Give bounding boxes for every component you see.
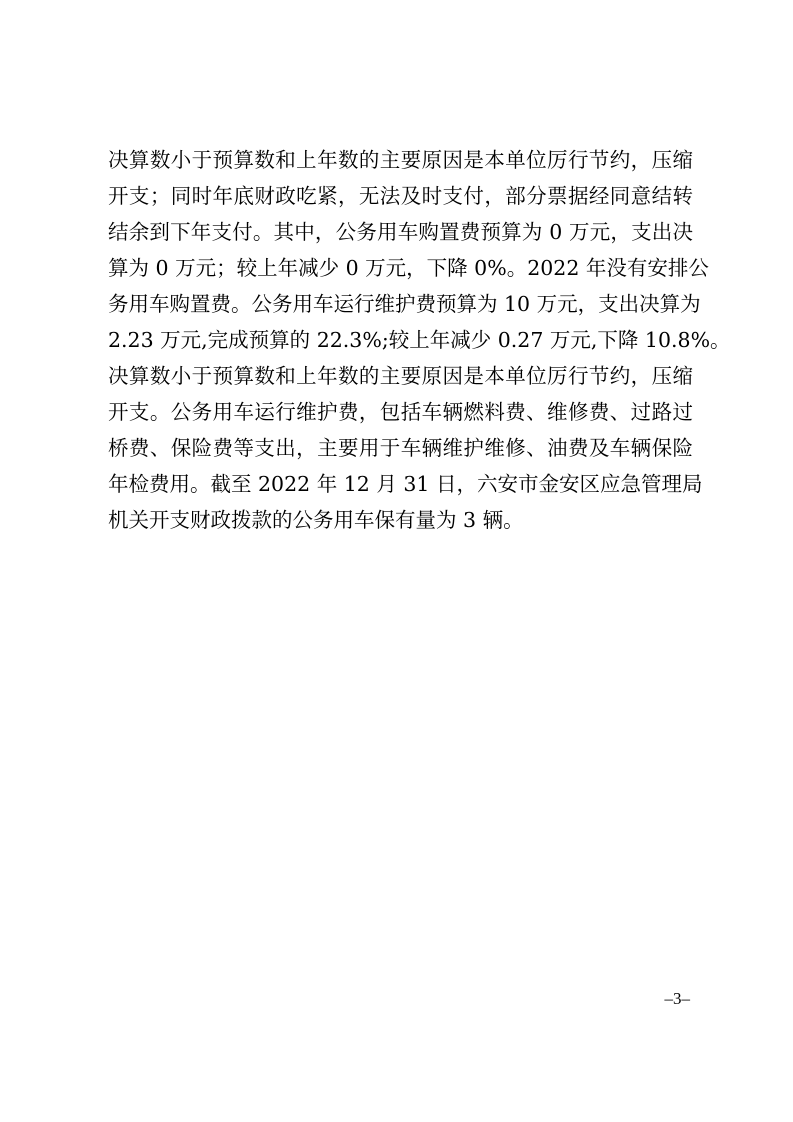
- page-number: –3–: [664, 989, 690, 1008]
- text-line-8: 开支。公务用车运行维护费，包括车辆燃料费、维修费、过路过: [108, 400, 693, 424]
- text-line-2: 开支；同时年底财政吃紧，无法及时支付，部分票据经同意结转: [108, 184, 693, 208]
- body-paragraph: [108, 142, 731, 538]
- text-line-11: 机关开支财政拨款的公务用车保有量为 3 辆。: [108, 508, 524, 532]
- text-line-3: 结余到下年支付。其中，公务用车购置费预算为 0 万元，支出决: [108, 220, 693, 244]
- text-line-4: 算为 0 万元；较上年减少 0 万元，下降 0%。2022 年没有安排公: [108, 256, 709, 280]
- text-line-9: 桥费、保险费等支出，主要用于车辆维护维修、油费及车辆保险: [108, 436, 693, 460]
- text-line-1: 决算数小于预算数和上年数的主要原因是本单位厉行节约，压缩: [108, 148, 693, 172]
- text-line-6: 2.23 万元,完成预算的 22.3%;较上年减少 0.27 万元,下降 10.8%。: [108, 328, 731, 352]
- text-line-7: 决算数小于预算数和上年数的主要原因是本单位厉行节约，压缩: [108, 364, 693, 388]
- text-line-5: 务用车购置费。公务用车运行维护费预算为 10 万元，支出决算为: [108, 292, 701, 316]
- text-line-10: 年检费用。截至 2022 年 12 月 31 日，六安市金安区应急管理局: [108, 472, 703, 496]
